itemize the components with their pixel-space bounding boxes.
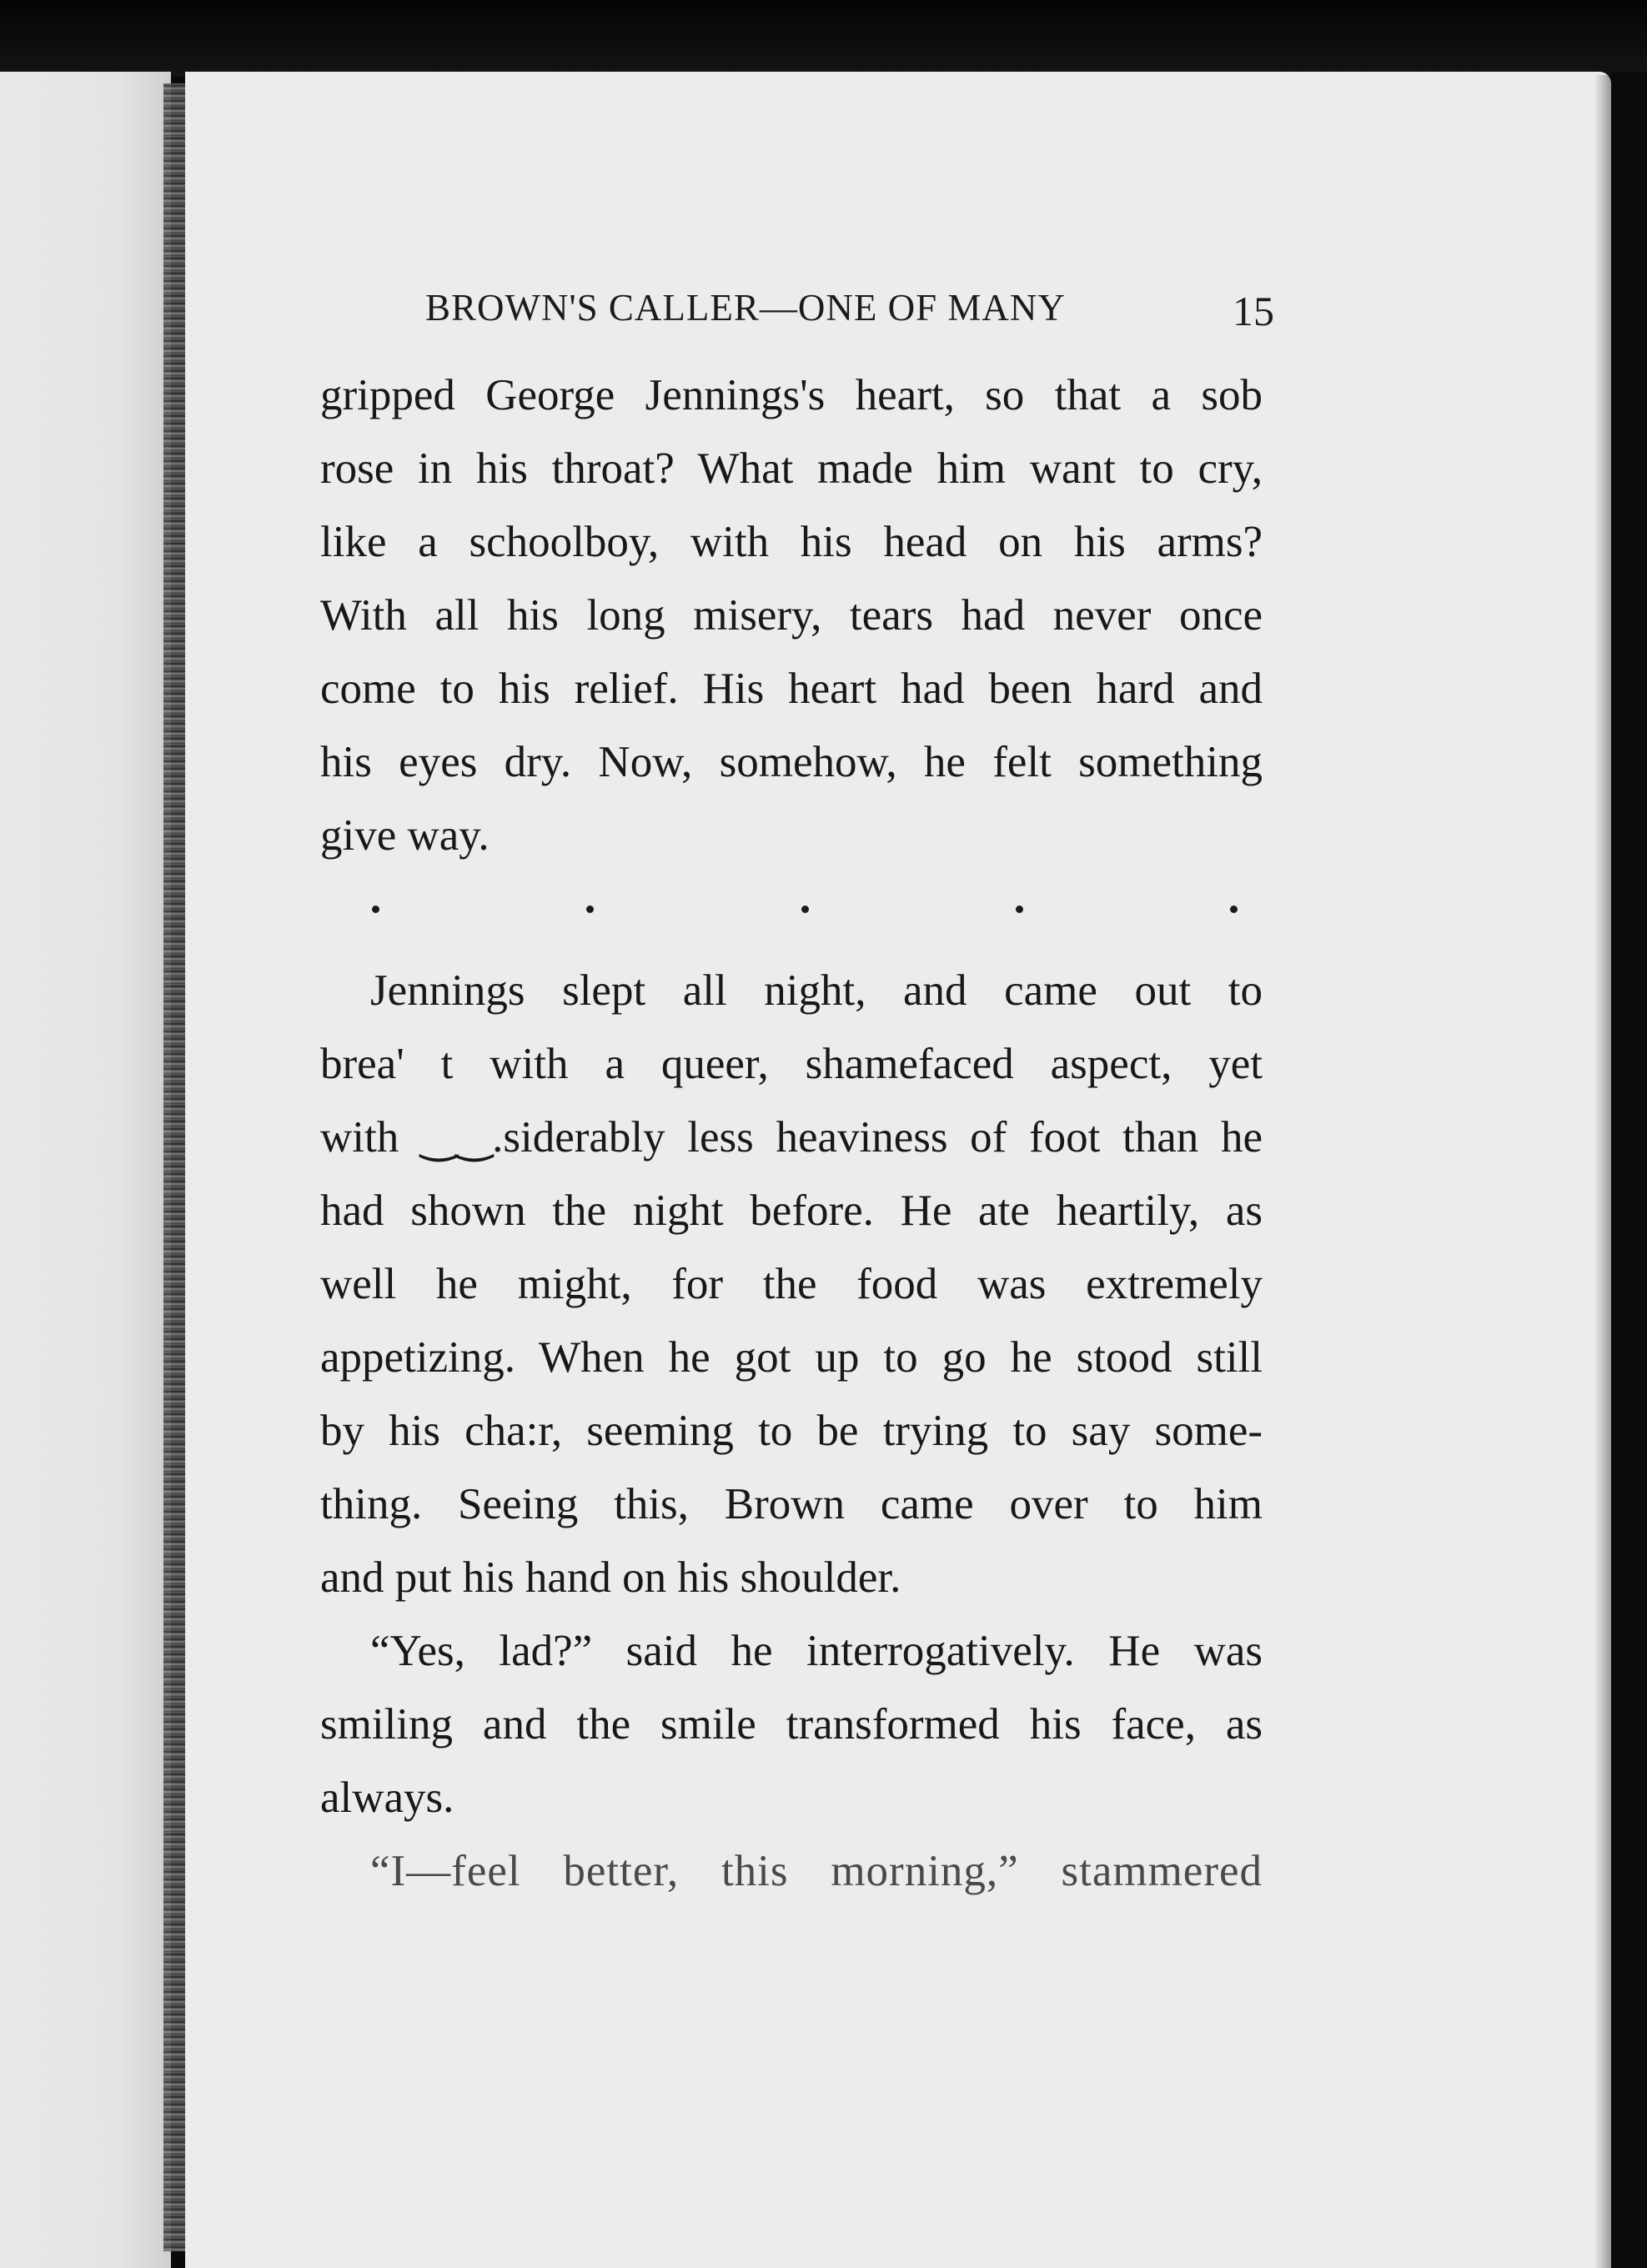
text-line: had shown the night before. He ate heartily, as [320, 1187, 1263, 1235]
section-break-dot [586, 906, 594, 913]
section-break-dot [1230, 906, 1238, 913]
section-break-dot [1016, 906, 1023, 913]
paragraph [320, 954, 1263, 1614]
scan-top-edge [0, 0, 1647, 77]
paragraph [320, 359, 1263, 872]
text-line: his eyes dry. Now, somehow, he felt something [320, 738, 1263, 786]
facing-page-edge [0, 72, 171, 2268]
spacer [320, 946, 1263, 954]
text-line: “I—feel better, this morning,” stammered [370, 1847, 1263, 1895]
text-line: With all his long misery, tears had never once [320, 591, 1263, 640]
section-break-dot [372, 906, 379, 913]
text-line: always. [320, 1774, 454, 1822]
page-edge-shadow [1594, 75, 1611, 2268]
text-line: “Yes, lad?” said he interrogatively. He was [370, 1627, 1263, 1675]
text-line: come to his relief. His heart had been hard and [320, 665, 1263, 713]
text-line: brea' t with a queer, shamefaced aspect, yet [320, 1040, 1263, 1088]
text-line: appetizing. When he got up to go he stood still [320, 1333, 1263, 1382]
scan-right-edge [1611, 72, 1647, 2268]
text-line: and put his hand on his shoulder. [320, 1553, 901, 1602]
text-line: like a schoolboy, with his head on his arms? [320, 518, 1263, 566]
section-break [320, 872, 1263, 946]
text-line: by his cha:r, seeming to be trying to say some- [320, 1407, 1263, 1455]
page-body [320, 359, 1263, 1908]
text-line: with ‿‿.siderably less heaviness of foot than he [320, 1113, 1263, 1162]
text-line: Jennings slept all night, and came out to [370, 966, 1263, 1015]
section-break-dot [801, 906, 809, 913]
text-line: well he might, for the food was extremely [320, 1260, 1263, 1308]
paragraph [320, 1834, 1263, 1908]
running-header: BROWN'S CALLER—ONE OF MANY [425, 287, 1066, 329]
text-line: thing. Seeing this, Brown came over to him [320, 1480, 1263, 1528]
text-line: rose in his throat? What made him want to cry, [320, 444, 1263, 493]
text-line: give way. [320, 811, 490, 860]
book-binding [163, 83, 185, 2251]
paragraph [320, 1614, 1263, 1834]
text-line: smiling and the smile transformed his face, as [320, 1700, 1263, 1749]
text-line: gripped George Jennings's heart, so that a sob [320, 371, 1263, 419]
page-number: 15 [1233, 288, 1274, 334]
